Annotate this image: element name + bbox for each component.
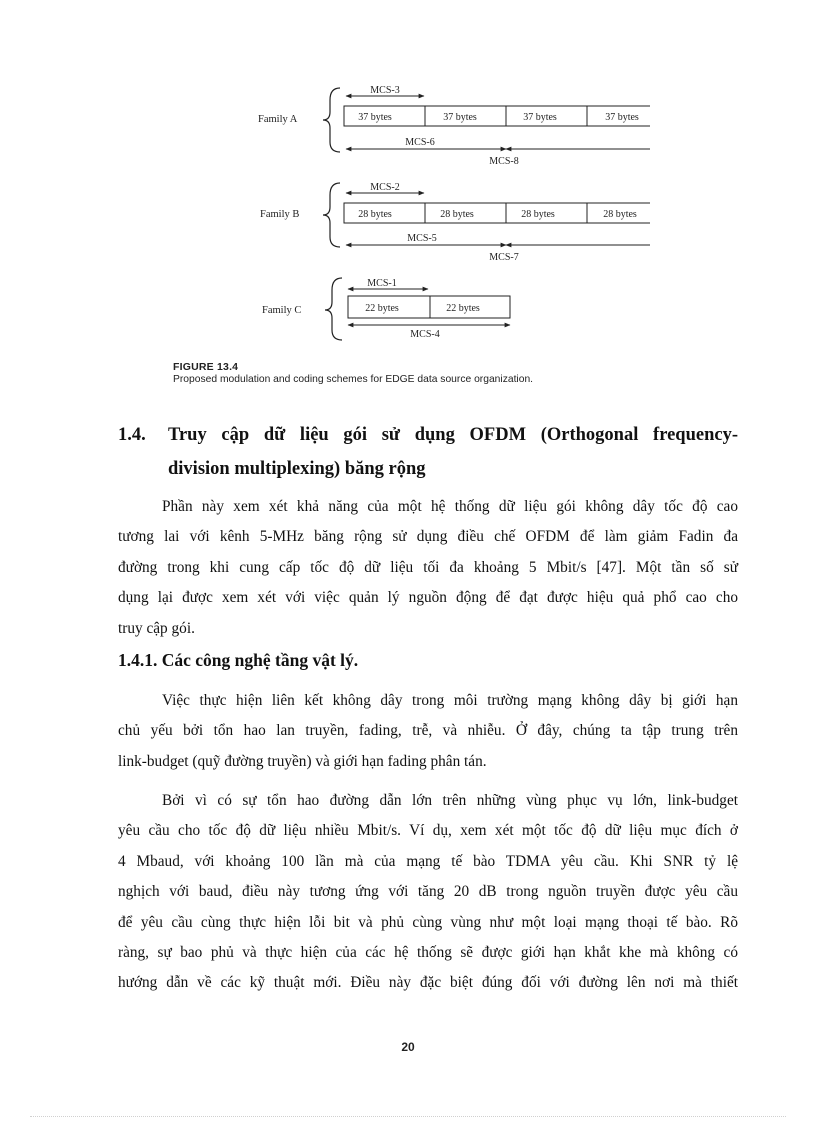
family-a-group: [258, 85, 650, 167]
paragraph-line: link-budget (quỹ đường truyền) và giới hạn fading phân tán.: [118, 752, 487, 770]
family-b-bottom-mcs: MCS-7: [489, 252, 519, 263]
family-a-bottom-mcs: MCS-8: [489, 156, 519, 167]
family-c-group: [262, 278, 510, 340]
section-title-line: division multiplexing) băng rộng: [168, 459, 426, 479]
family-b-mid-mcs: MCS-5: [407, 233, 437, 244]
paragraph-link-budget: [118, 786, 738, 999]
family-c-top-mcs: MCS-1: [367, 278, 397, 289]
family-c-brace: [325, 278, 342, 340]
paragraph-line: để yêu cầu cùng thực hiện lỗi bit và phủ cùng vùng như một loại mạng thoại tế bào. Rõ: [118, 913, 738, 931]
paragraph-line: đường trong khi cung cấp tốc độ dữ liệu tối đa khoảng 5 Mbit/s [47]. Một tần số sử: [118, 558, 738, 576]
family-a-cell-1: 37 bytes: [358, 112, 392, 123]
family-b-cell-2: 28 bytes: [440, 209, 474, 220]
family-c-cell-1: 22 bytes: [365, 303, 399, 314]
section-number: 1.4.: [118, 425, 146, 445]
family-a-cell-3: 37 bytes: [523, 112, 557, 123]
family-b-top-mcs: MCS-2: [370, 182, 400, 193]
family-b-cell-4: 28 bytes: [603, 209, 637, 220]
figure-caption-text: Proposed modulation and coding schemes for EDGE data source organization.: [173, 374, 534, 385]
paragraph-line: Bởi vì có sự tổn hao đường dẫn lớn trên những vùng phục vụ lớn, link-budget: [162, 792, 738, 809]
family-a-label: Family A: [258, 114, 298, 125]
paragraph-line: dụng lại được xem xét với việc quản lý nguồn động để đạt được hiệu quả phổ cao cho: [118, 589, 738, 607]
section-title: [168, 418, 738, 486]
figure-caption-title: FIGURE 13.4: [173, 361, 239, 373]
paragraph-line: hướng dẫn về các kỹ thuật mới. Điều này đặc biệt đúng đối với đường lên nơi mà thiết: [118, 974, 738, 992]
family-a-top-mcs: MCS-3: [370, 85, 400, 96]
page-bottom-rule: [30, 1116, 786, 1117]
family-b-brace: [323, 183, 340, 247]
paragraph-line: nghịch với baud, điều này tương ứng với tăng 20 dB trong nguồn truyền được yêu cầu: [118, 883, 738, 901]
family-c-mid-mcs: MCS-4: [410, 329, 440, 340]
paragraph-line: tương lai với kênh 5-MHz băng rộng sử dụng điều chế OFDM để làm giảm Fadin đa: [118, 528, 738, 546]
family-b-label: Family B: [260, 209, 300, 220]
subsection-heading: 1.4.1. Các công nghệ tầng vật lý.: [118, 650, 359, 670]
paragraph-line: Việc thực hiện liên kết không dây trong môi trường mạng không dây bị giới hạn: [162, 692, 738, 709]
figure-mcs-families: [170, 80, 650, 392]
paragraph-line: Phần này xem xét khả năng của một hệ thống dữ liệu gói không dây tốc độ cao: [162, 498, 738, 515]
family-c-label: Family C: [262, 305, 302, 316]
family-c-cell-2: 22 bytes: [446, 303, 480, 314]
family-b-cell-1: 28 bytes: [358, 209, 392, 220]
paragraph-line: ràng, sự bao phủ và thực hiện của các hệ thống sẽ được giới hạn khắt khe mà không có: [118, 944, 738, 962]
family-b-group: [260, 182, 650, 263]
family-a-mid-mcs: MCS-6: [405, 137, 435, 148]
paragraph-line: chủ yếu bởi tổn hao lan truyền, fading, trễ, và nhiễu. Ở đây, chúng ta tập trung trên: [118, 722, 738, 740]
family-b-cell-3: 28 bytes: [521, 209, 555, 220]
family-a-cell-4: 37 bytes: [605, 112, 639, 123]
paragraph-line: truy cập gói.: [118, 619, 195, 637]
paragraph-physical-layer: [118, 686, 738, 777]
paragraph-line: 4 Mbaud, với khoảng 100 lần mà của mạng tế bào TDMA yêu cầu. Khi SNR tỷ lệ: [118, 852, 738, 870]
family-a-cell-2: 37 bytes: [443, 112, 477, 123]
section-title-line: Truy cập dữ liệu gói sử dụng OFDM (Orthogonal frequency-: [168, 425, 738, 445]
family-a-brace: [323, 88, 340, 152]
paragraph-intro: [118, 492, 738, 644]
page-number: 20: [401, 1040, 415, 1054]
mcs-diagram: [170, 80, 650, 360]
paragraph-line: yêu cầu cho tốc độ dữ liệu nhiều Mbit/s. Ví dụ, xem xét một tốc độ dữ liệu mục đích ở: [118, 822, 738, 840]
